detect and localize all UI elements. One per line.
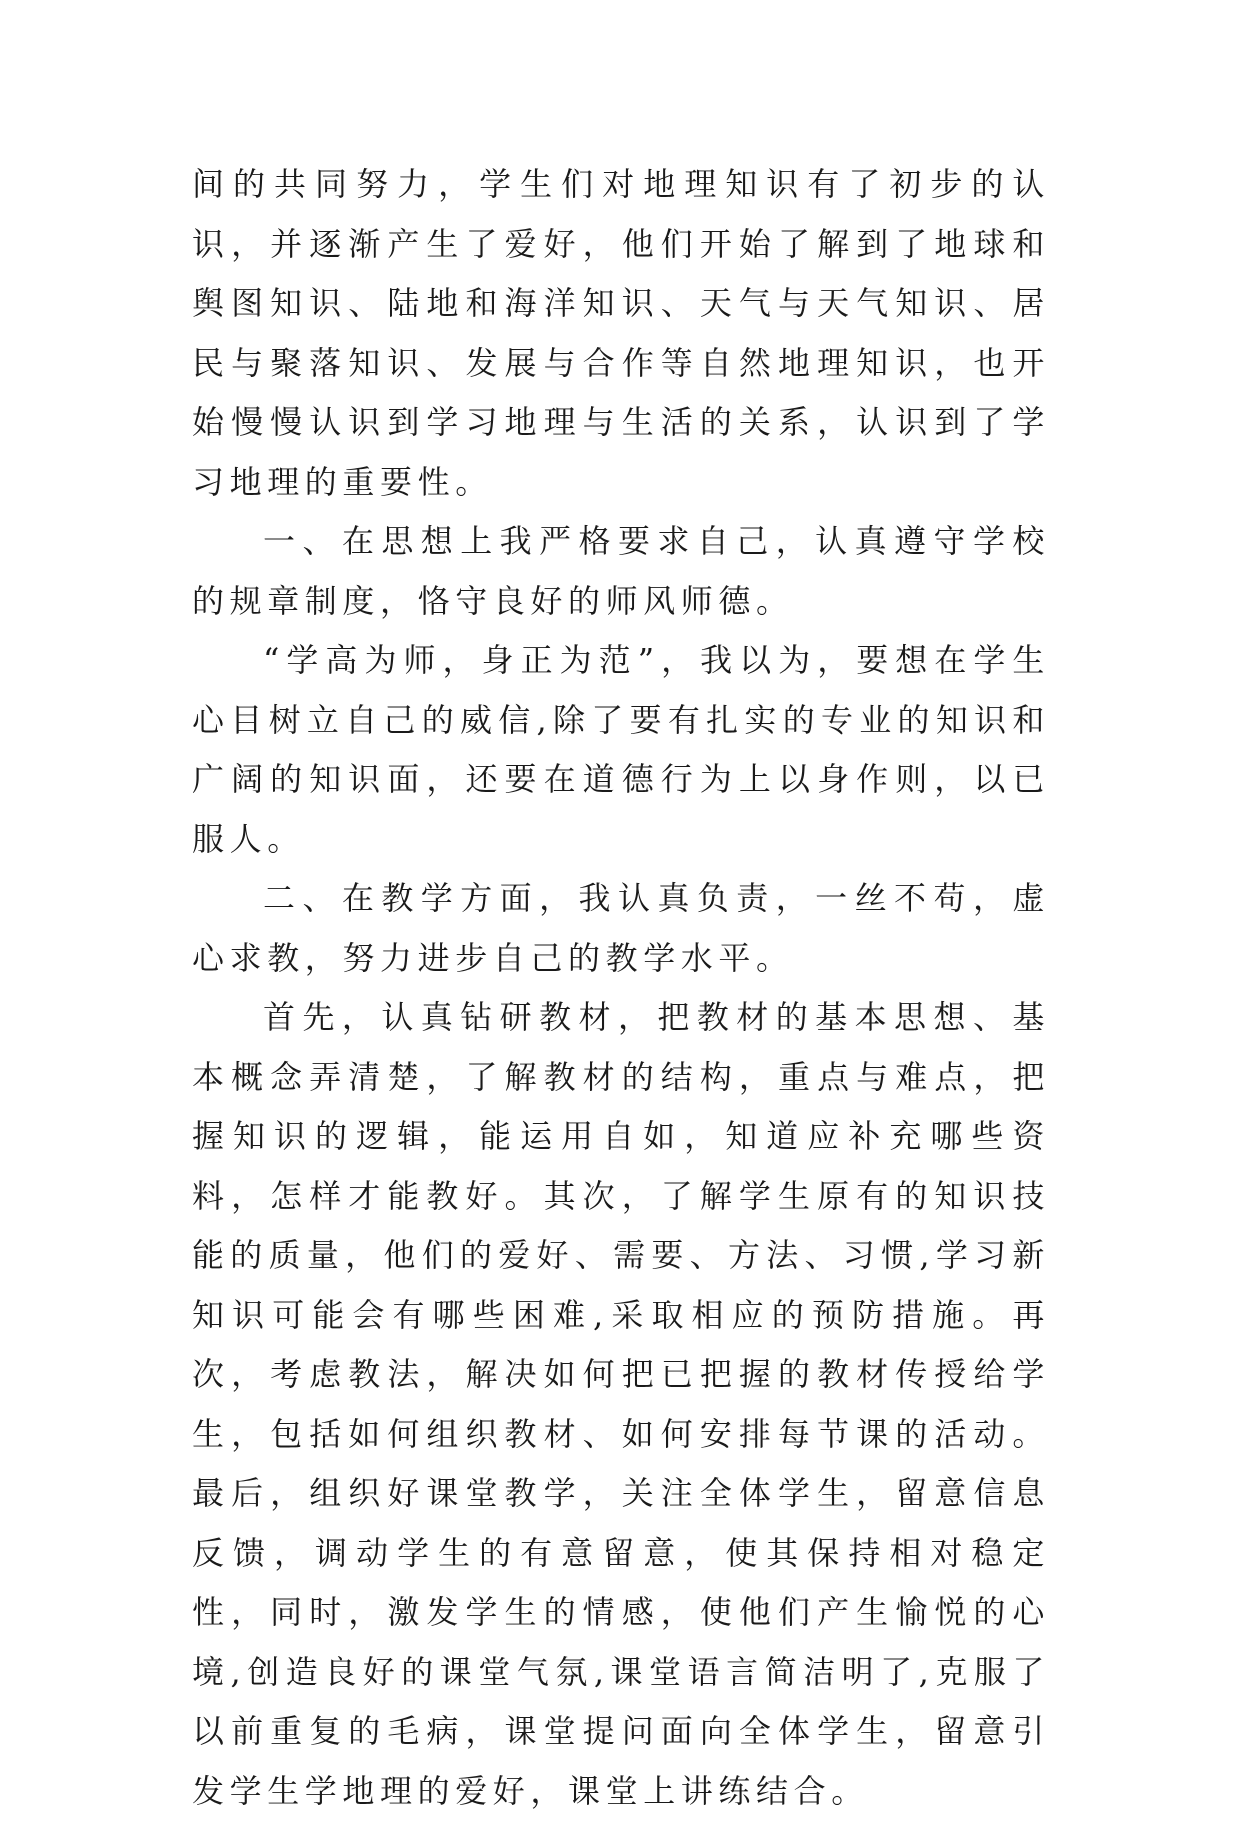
paragraph-4: 二、在教学方面，我认真负责，一丝不苟，虚心求教，努力进步自己的教学水平。 xyxy=(192,879,1050,977)
paragraph-1: 间的共同努力，学生们对地理知识有了初步的认识，并逐渐产生了爱好，他们开始了解到了地球和舆图知识、陆地和海洋知识、天气与天气知识、居民与聚落知识、发展与合作等自然地理知识，也开始慢慢认识到学习地理与生活的关系，认识到了学习地理的重要性。 xyxy=(192,165,1050,501)
paragraph-3: “学高为师，身正为范”，我以为，要想在学生心目树立自己的威信,除了要有扎实的专业的知识和广阔的知识面，还要在道德行为上以身作则，以已服人。 xyxy=(192,641,1050,858)
paragraph-2: 一、在思想上我严格要求自己，认真遵守学校的规章制度，恪守良好的师风师德。 xyxy=(192,522,1050,620)
paragraph-5: 首先，认真钻研教材，把教材的基本思想、基本概念弄清楚，了解教材的结构，重点与难点，把握知识的逻辑，能运用自如，知道应补充哪些资料，怎样才能教好。其次，了解学生原有的知识技能的质量，他们的爱好、需要、方法、习惯,学习新知识可能会有哪些困难,采取相应的预防措施。再次，考虑教法，解决如何把已把握的教材传授给学生，包括如何组织教材、如何安排每节课的活动。最后，组织好课堂教学，关注全体学生，留意信息反馈，调动学生的有意留意，使其保持相对稳定性，同时，激发学生的情感，使他们产生愉悦的心境,创造良好的课堂气氛,课堂语言简洁明了,克服了以前重复的毛病，课堂提问面向全体学生，留意引发学生学地理的爱好，课堂上讲练结合。 xyxy=(192,998,1050,1810)
document-body xyxy=(192,155,1050,1821)
